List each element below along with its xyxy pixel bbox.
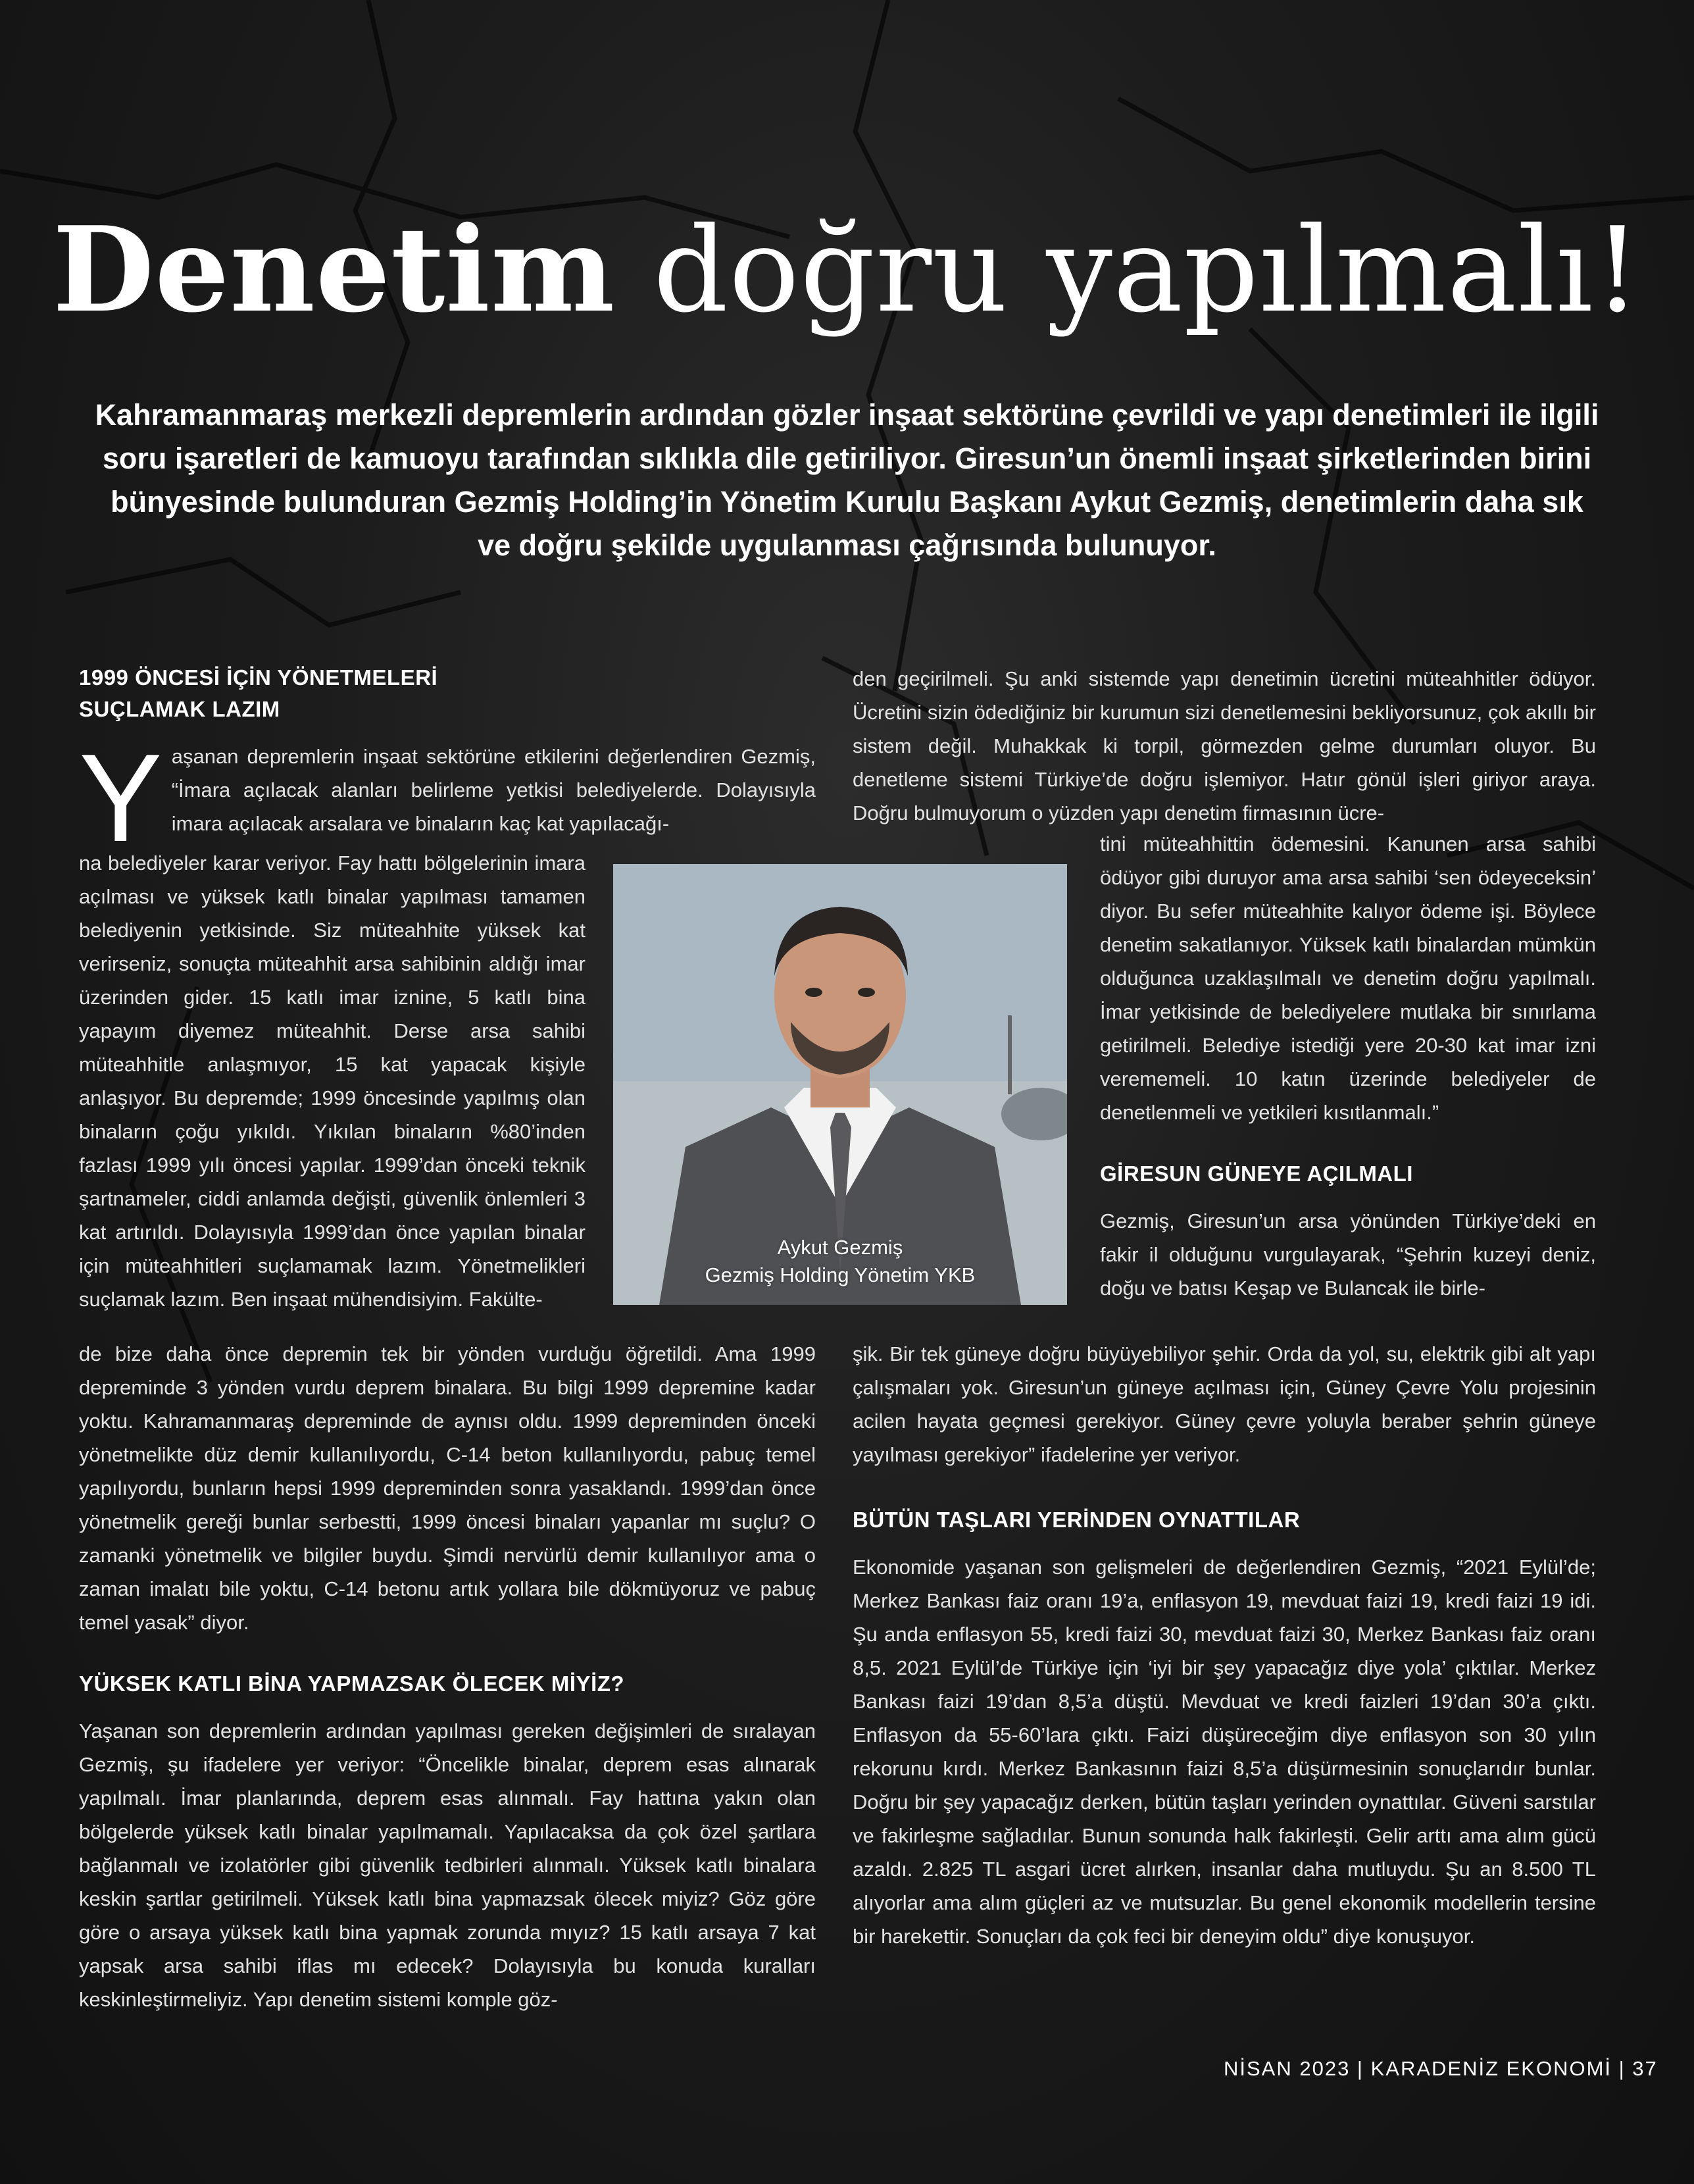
right-column-top <box>853 662 1596 830</box>
left-column-top <box>79 662 816 868</box>
page-title <box>0 197 1694 343</box>
right-column-narrow <box>1100 827 1596 1305</box>
left-column-bottom <box>79 1337 816 2016</box>
photo-caption <box>613 1234 1067 1289</box>
heading-giresun: GİRESUN GÜNEYE AÇILMALI <box>1100 1161 1413 1186</box>
left-paragraph-1-narrow: na belediyeler karar veriyor. Fay hattı bölgelerinin imara açılması ve yüksek katlı binalar yapılması tamamen belediyenin yetkisinde. Siz müteahhite yüksek kat verirseniz, sonuçta müteahhit arsa sahibinin aldığı imar üzerinden gider. 15 katlı imar iznine, 5 katlı bina yapayım diyemez müteahhit. Derse arsa sahibi müteahhitle anlaşmıyor, 15 kat yapacak kişiyle anlaşıyor. Bu depremde; 1999 öncesinde yapılmış olan binaların çoğu yıkıldı. Yıkılan binaların %80’inden fazlası 1999 yılı öncesi yapılar. 1999’dan önceki teknik şartnameler, ciddi anlamda değişti, güvenlik önlemleri 3 kat artırıldı. Dolayısıyla 1999’dan önce yapılan binalar için müteahhitleri suçlamamak lazım. Yönetmelikleri suçlamak lazım. Ben inşaat mühendisiyim. Fakülte- <box>79 851 585 1311</box>
caption-name: Aykut Gezmiş <box>777 1236 903 1259</box>
left-paragraph-1-top: aşanan depremlerin inşaat sektörüne etkilerini değerlendiren Gezmiş, “İmara açılacak alanları belirleme yetkisi belediyelerde. Dolayısıyla imara açılacak arsalara ve binaların kaç kat yapılacağı- <box>171 745 816 835</box>
left-column-narrow <box>79 846 585 1316</box>
right-column-bottom <box>853 1337 1596 1953</box>
drop-cap: Y <box>79 728 162 868</box>
lead-paragraph: Kahramanmaraş merkezli depremlerin ardından gözler inşaat sektörüne çevrildi ve yapı denetimleri ile ilgili soru işaretleri de kamuoyu tarafından sıklıkla dile getiriliyor. Giresun’un önemli inşaat şirketlerinden birini bünyesinde bulunduran Gezmiş Holding’in Yönetim Kurulu Başkanı Aykut Gezmiş, denetimlerin daha sık ve doğru şekilde uygulanması çağrısında bulunuyor. <box>95 398 1599 562</box>
right-paragraph-3-bottom: şik. Bir tek güneye doğru büyüyebiliyor şehir. Orda da yol, su, elektrik gibi alt yapı çalışmaları yok. Giresun’un güneye açılması için, Güney Çevre Yolu projesinin acilen hayata geçmesi gerekiyor. Güney çevre yoluyla beraber şehrin güneye yayılması gerekiyor” ifadelerine yer veriyor. <box>853 1342 1596 1466</box>
right-paragraph-3-narrow: Gezmiş, Giresun’un arsa yönünden Türkiye’deki en fakir il olduğunu vurgulayarak, “Şehrin kuzeyi deniz, doğu ve batısı Keşap ve Bulancak ile birle- <box>1100 1209 1596 1300</box>
left-paragraph-1-bottom: de bize daha önce depremin tek bir yönden vurduğu öğretildi. Ama 1999 depreminde 3 yönden vurdu deprem binalara. Bu bilgi 1999 depremine kadar yoktu. Kahramanmaraş depreminde de aynısı oldu. 1999 depreminden önceki yönetmelikte düz demir kullanılıyordu, C-14 beton kullanılıyordu, pabuç temel yapılıyordu, bunların hepsi 1999 depreminden sonra yasaklandı. 1999’dan önce yönetmelik gereği bunlar serbestti, 1999 öncesi binaları yapanlar mı suçlu? O zamanki yönetmelik ve bilgiler buydu. Şimdi nervürlü demir kullanılıyor ama o zaman imalatı bile yoktu, C-14 betonu artık yollara bile dökmüyoruz ve pabuç temel yasak” diyor. <box>79 1342 816 1634</box>
page-footer: NİSAN 2023 | KARADENİZ EKONOMİ | 37 <box>1224 2057 1658 2080</box>
left-paragraph-2: Yaşanan son depremlerin ardından yapılması gereken değişimleri de sıralayan Gezmiş, şu ifadelere yer veriyor: “Öncelikle binalar, deprem esas alınarak yapılmalı. İmar planlarında, deprem esas alınmalı. Fay hattına yakın olan bölgelerde yüksek katlı binalar yapılmamalı. Yapılacaksa da çok özel şartlara bağlanmalı ve izolatörler gibi güvenlik tedbirleri alınmalı. Yüksek katlı binalara keskin şartlar getirilmeli. Yüksek katlı bina yapmazsak ölecek miyiz? Göz göre göre o arsaya yüksek katlı bina yapmak zorunda mıyız? 15 katlı arsaya 7 kat yapsak arsa sahibi iflas mı edecek? Dolayısıyla bu konuda kuralları keskinleştirmeliyiz. Yapı denetim sistemi komple göz- <box>79 1719 816 2011</box>
right-paragraph-1-narrow: tini müteahhittin ödemesini. Kanunen arsa sahibi ödüyor gibi duruyor ama arsa sahibi ‘sen ödeyeceksin’ diyor. Bu sefer müteahhite kalıyor ödeme işi. Böylece denetim sakatlanıyor. Yüksek katlı binalardan mümkün olduğunca uzaklaşılmalı ve denetim doğru yapılmalı. İmar yetkisinde de belediyelere mutlaka bir sınırlama getirilmeli. Belediye istediği yere 20-30 kat imar izni verememeli. 10 katın üzerinde belediyeler de denetlenmeli ve yetkileri kısıtlanmalı.” <box>1100 832 1596 1124</box>
title-rest: doğru yapılmalı! <box>615 202 1642 338</box>
heading-1999-line-1: 1999 ÖNCESİ İÇİN YÖNETMELERİ <box>79 665 438 690</box>
right-paragraph-1-top: den geçirilmeli. Şu anki sistemde yapı denetimin ücretini müteahhitler ödüyor. Ücretini sizin ödediğiniz bir kurumun sizi denetlemesini bekliyorsunuz, çok akıllı bir sistem değil. Muhakkak ki torpil, görmezden gelme durumları oluyor. Bu denetleme sistemi Türkiye’de doğru işlemiyor. Hatır gönül işleri giriyor araya. Doğru bulmuyorum o yüzden yapı denetim firmasının ücre- <box>853 667 1596 825</box>
right-paragraph-4: Ekonomide yaşanan son gelişmeleri de değerlendiren Gezmiş, “2021 Eylül’de; Merkez Bankası faiz oranı 19’a, enflasyon 19, mevduat faizi 19, kredi faizi 19 idi. Şu anda enflasyon 55, kredi faizi 30, mevduat faizi 30, Merkez Bankası faiz oranı 8,5. 2021 Eylül’de Türkiye için ‘iyi bir şey yapacağız diye yola’ çıktılar. Merkez Bankası faizi 19’dan 8,5’a düştü. Mevduat ve kredi faizleri 19’dan 30’a çıktı. Enflasyon da 55-60’lara çıktı. Faizi düşüreceğim diye enflasyon son 30 yılın rekorunu kırdı. Merkez Bankasının faizi 8,5’a düşürmesinin sonuçlarıdır bunlar. Doğru bir şey yapacağız derken, bütün taşları yerinden oynattılar. Güveni sarstılar ve fakirleşme sağladılar. Bunun sonunda halk fakirleşti. Gelir arttı ama alım gücü azaldı. 2.825 TL asgari ücret alırken, insanlar daha mutluydu. Şu an 8.500 TL alıyorlar ama alım güçleri az ve mutsuzlar. Bu genel ekonomik modellerin tersine bir harekettir. Sonuçları da çok feci bir deneyim oldu” diye konuşuyor. <box>853 1556 1596 1948</box>
heading-1999-line-2: SUÇLAMAK LAZIM <box>79 697 280 721</box>
caption-role: Gezmiş Holding Yönetim YKB <box>705 1263 976 1286</box>
title-bold: Denetim <box>52 201 616 338</box>
heading-butun-taslari: BÜTÜN TAŞLARI YERİNDEN OYNATTILAR <box>853 1508 1301 1532</box>
heading-yuksek-katli: YÜKSEK KATLI BİNA YAPMAZSAK ÖLECEK MİYİZ? <box>79 1671 625 1696</box>
